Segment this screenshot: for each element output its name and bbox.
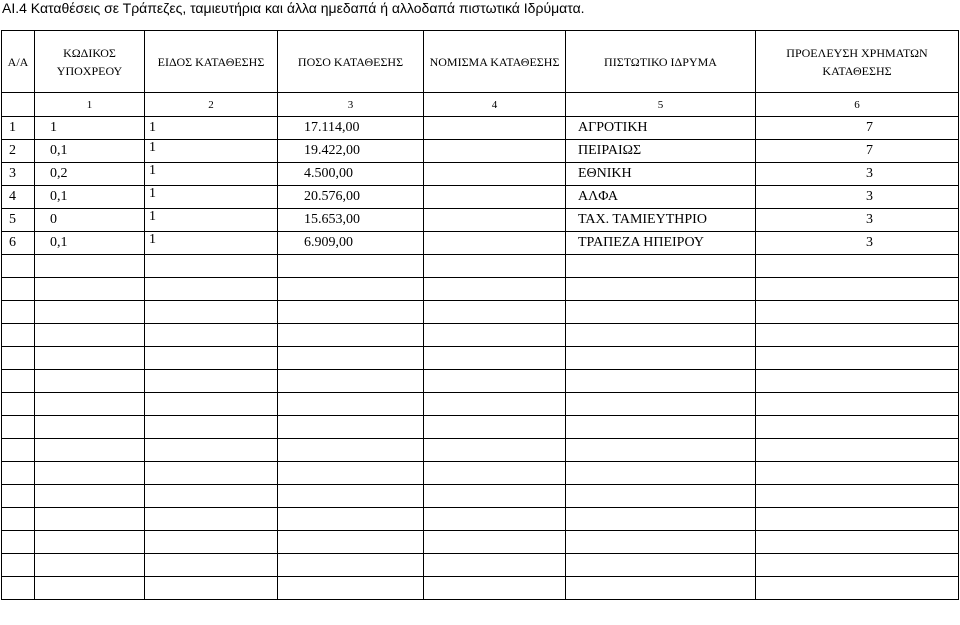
empty-cell (278, 577, 424, 600)
cell-kind (145, 163, 278, 186)
empty-cell (424, 485, 566, 508)
empty-cell (35, 439, 145, 462)
cell-aa: 3 (2, 163, 35, 186)
empty-cell (756, 255, 959, 278)
empty-row (2, 577, 959, 600)
cell-origin: 7 (756, 117, 959, 140)
empty-row (2, 278, 959, 301)
cell-code: 0,1 (35, 140, 145, 163)
cell-currency (424, 117, 566, 140)
cell-amount: 19.422,00 (278, 140, 424, 163)
empty-row (2, 301, 959, 324)
empty-rows (2, 255, 959, 600)
empty-cell (145, 278, 278, 301)
empty-cell (424, 416, 566, 439)
empty-cell (2, 255, 35, 278)
cell-code: 0,1 (35, 186, 145, 209)
empty-cell (756, 439, 959, 462)
empty-cell (2, 531, 35, 554)
empty-cell (35, 508, 145, 531)
empty-cell (756, 531, 959, 554)
table-row (2, 209, 959, 232)
empty-cell (145, 370, 278, 393)
empty-cell (2, 393, 35, 416)
empty-cell (278, 255, 424, 278)
cell-kind (145, 209, 278, 232)
cell-code: 1 (35, 117, 145, 140)
empty-cell (424, 439, 566, 462)
empty-row (2, 370, 959, 393)
empty-cell (278, 278, 424, 301)
column-number (2, 93, 35, 117)
empty-cell (145, 554, 278, 577)
empty-cell (756, 577, 959, 600)
empty-cell (35, 554, 145, 577)
empty-cell (35, 416, 145, 439)
empty-cell (278, 393, 424, 416)
empty-cell (278, 439, 424, 462)
header-amount: ΠΟΣΟ ΚΑΤΑΘΕΣΗΣ (278, 31, 424, 93)
cell-kind-value: 1 (149, 140, 156, 155)
cell-institution: ΤΑΧ. ΤΑΜΙΕΥΤΗΡΙΟ (566, 209, 756, 232)
empty-cell (278, 370, 424, 393)
table-row (2, 163, 959, 186)
empty-cell (424, 577, 566, 600)
header-currency: ΝΟΜΙΣΜΑ ΚΑΤΑΘΕΣΗΣ (424, 31, 566, 93)
cell-code: 0,1 (35, 232, 145, 255)
empty-cell (35, 347, 145, 370)
empty-cell (566, 416, 756, 439)
header-aa: Α/Α (2, 31, 35, 93)
empty-cell (424, 278, 566, 301)
deposits-table (1, 30, 959, 600)
column-number: 5 (566, 93, 756, 117)
empty-cell (2, 462, 35, 485)
empty-row (2, 554, 959, 577)
cell-amount: 6.909,00 (278, 232, 424, 255)
table-row (2, 117, 959, 140)
empty-cell (35, 485, 145, 508)
table-row (2, 186, 959, 209)
cell-currency (424, 140, 566, 163)
cell-kind-value: 1 (149, 186, 156, 201)
empty-cell (35, 278, 145, 301)
empty-row (2, 347, 959, 370)
empty-row (2, 462, 959, 485)
empty-cell (756, 324, 959, 347)
empty-cell (756, 485, 959, 508)
cell-kind-value: 1 (149, 209, 156, 224)
empty-cell (35, 324, 145, 347)
empty-cell (145, 485, 278, 508)
cell-kind-value: 1 (149, 163, 156, 178)
empty-cell (35, 255, 145, 278)
table-row (2, 232, 959, 255)
column-number: 3 (278, 93, 424, 117)
empty-cell (2, 554, 35, 577)
cell-institution: ΤΡΑΠΕΖΑ ΗΠΕΙΡΟΥ (566, 232, 756, 255)
empty-cell (424, 370, 566, 393)
empty-cell (35, 531, 145, 554)
cell-origin: 7 (756, 140, 959, 163)
empty-cell (145, 347, 278, 370)
empty-cell (2, 577, 35, 600)
empty-cell (278, 462, 424, 485)
empty-cell (424, 393, 566, 416)
empty-cell (145, 324, 278, 347)
empty-cell (35, 301, 145, 324)
empty-cell (566, 508, 756, 531)
cell-currency (424, 186, 566, 209)
empty-cell (2, 485, 35, 508)
empty-cell (278, 416, 424, 439)
cell-origin: 3 (756, 163, 959, 186)
cell-aa: 2 (2, 140, 35, 163)
cell-kind (145, 117, 278, 140)
empty-cell (566, 370, 756, 393)
empty-cell (566, 439, 756, 462)
empty-cell (566, 324, 756, 347)
header-kind: ΕΙΔΟΣ ΚΑΤΑΘΕΣΗΣ (145, 31, 278, 93)
cell-kind (145, 186, 278, 209)
cell-institution: ΑΛΦΑ (566, 186, 756, 209)
empty-cell (566, 577, 756, 600)
empty-cell (145, 255, 278, 278)
column-number: 2 (145, 93, 278, 117)
cell-origin: 3 (756, 209, 959, 232)
cell-kind (145, 140, 278, 163)
empty-cell (145, 462, 278, 485)
empty-cell (2, 416, 35, 439)
empty-cell (424, 462, 566, 485)
empty-cell (278, 324, 424, 347)
cell-aa: 5 (2, 209, 35, 232)
empty-cell (756, 416, 959, 439)
page-title: ΑΙ.4 Καταθέσεις σε Τράπεζες, ταμιευτήρια και άλλα ημεδαπά ή αλλοδαπά πιστωτικά Ιδρύματα. (2, 0, 585, 16)
empty-cell (756, 554, 959, 577)
empty-cell (566, 255, 756, 278)
empty-cell (424, 508, 566, 531)
empty-cell (756, 370, 959, 393)
empty-cell (424, 324, 566, 347)
empty-cell (145, 439, 278, 462)
empty-cell (2, 508, 35, 531)
empty-cell (756, 278, 959, 301)
cell-kind-value: 1 (149, 120, 156, 135)
cell-institution: ΑΓΡΟΤΙΚΗ (566, 117, 756, 140)
cell-amount: 15.653,00 (278, 209, 424, 232)
empty-cell (424, 347, 566, 370)
empty-cell (145, 301, 278, 324)
cell-currency (424, 209, 566, 232)
empty-cell (566, 278, 756, 301)
empty-cell (424, 531, 566, 554)
cell-currency (424, 232, 566, 255)
empty-cell (756, 301, 959, 324)
empty-row (2, 439, 959, 462)
header-origin: ΠΡΟΕΛΕΥΣΗ ΧΡΗΜΑΤΩΝ ΚΑΤΑΘΕΣΗΣ (756, 31, 959, 93)
empty-cell (145, 577, 278, 600)
empty-cell (35, 462, 145, 485)
empty-row (2, 531, 959, 554)
empty-cell (424, 301, 566, 324)
empty-row (2, 393, 959, 416)
empty-cell (424, 255, 566, 278)
cell-amount: 17.114,00 (278, 117, 424, 140)
empty-row (2, 508, 959, 531)
empty-cell (145, 531, 278, 554)
cell-currency (424, 163, 566, 186)
empty-row (2, 416, 959, 439)
header-code: ΚΩΔΙΚΟΣ ΥΠΟΧΡΕΟΥ (35, 31, 145, 93)
cell-institution: ΠΕΙΡΑΙΩΣ (566, 140, 756, 163)
cell-code: 0 (35, 209, 145, 232)
cell-code: 0,2 (35, 163, 145, 186)
cell-amount: 20.576,00 (278, 186, 424, 209)
column-number-row (2, 93, 959, 117)
empty-cell (566, 485, 756, 508)
cell-aa: 4 (2, 186, 35, 209)
empty-cell (2, 347, 35, 370)
empty-row (2, 255, 959, 278)
empty-cell (566, 301, 756, 324)
cell-aa: 1 (2, 117, 35, 140)
empty-cell (566, 393, 756, 416)
empty-cell (2, 370, 35, 393)
empty-cell (756, 347, 959, 370)
empty-cell (145, 416, 278, 439)
column-number: 4 (424, 93, 566, 117)
empty-cell (35, 393, 145, 416)
empty-cell (2, 301, 35, 324)
empty-cell (566, 347, 756, 370)
empty-cell (278, 301, 424, 324)
empty-cell (566, 554, 756, 577)
empty-cell (756, 508, 959, 531)
empty-cell (278, 554, 424, 577)
empty-cell (566, 531, 756, 554)
empty-cell (35, 370, 145, 393)
empty-cell (278, 531, 424, 554)
cell-aa: 6 (2, 232, 35, 255)
empty-cell (145, 393, 278, 416)
column-number: 6 (756, 93, 959, 117)
empty-cell (2, 324, 35, 347)
cell-origin: 3 (756, 232, 959, 255)
empty-cell (756, 462, 959, 485)
column-number: 1 (35, 93, 145, 117)
empty-cell (278, 347, 424, 370)
empty-cell (424, 554, 566, 577)
header-institution: ΠΙΣΤΩΤΙΚΟ ΙΔΡΥΜΑ (566, 31, 756, 93)
empty-cell (2, 278, 35, 301)
empty-cell (35, 577, 145, 600)
empty-cell (278, 508, 424, 531)
table-row (2, 140, 959, 163)
cell-origin: 3 (756, 186, 959, 209)
empty-cell (566, 462, 756, 485)
cell-amount: 4.500,00 (278, 163, 424, 186)
cell-kind (145, 232, 278, 255)
cell-institution: ΕΘΝΙΚΗ (566, 163, 756, 186)
empty-cell (145, 508, 278, 531)
header-row (2, 31, 959, 93)
empty-cell (756, 393, 959, 416)
empty-cell (2, 439, 35, 462)
empty-cell (278, 485, 424, 508)
empty-row (2, 324, 959, 347)
cell-kind-value: 1 (149, 232, 156, 247)
empty-row (2, 485, 959, 508)
